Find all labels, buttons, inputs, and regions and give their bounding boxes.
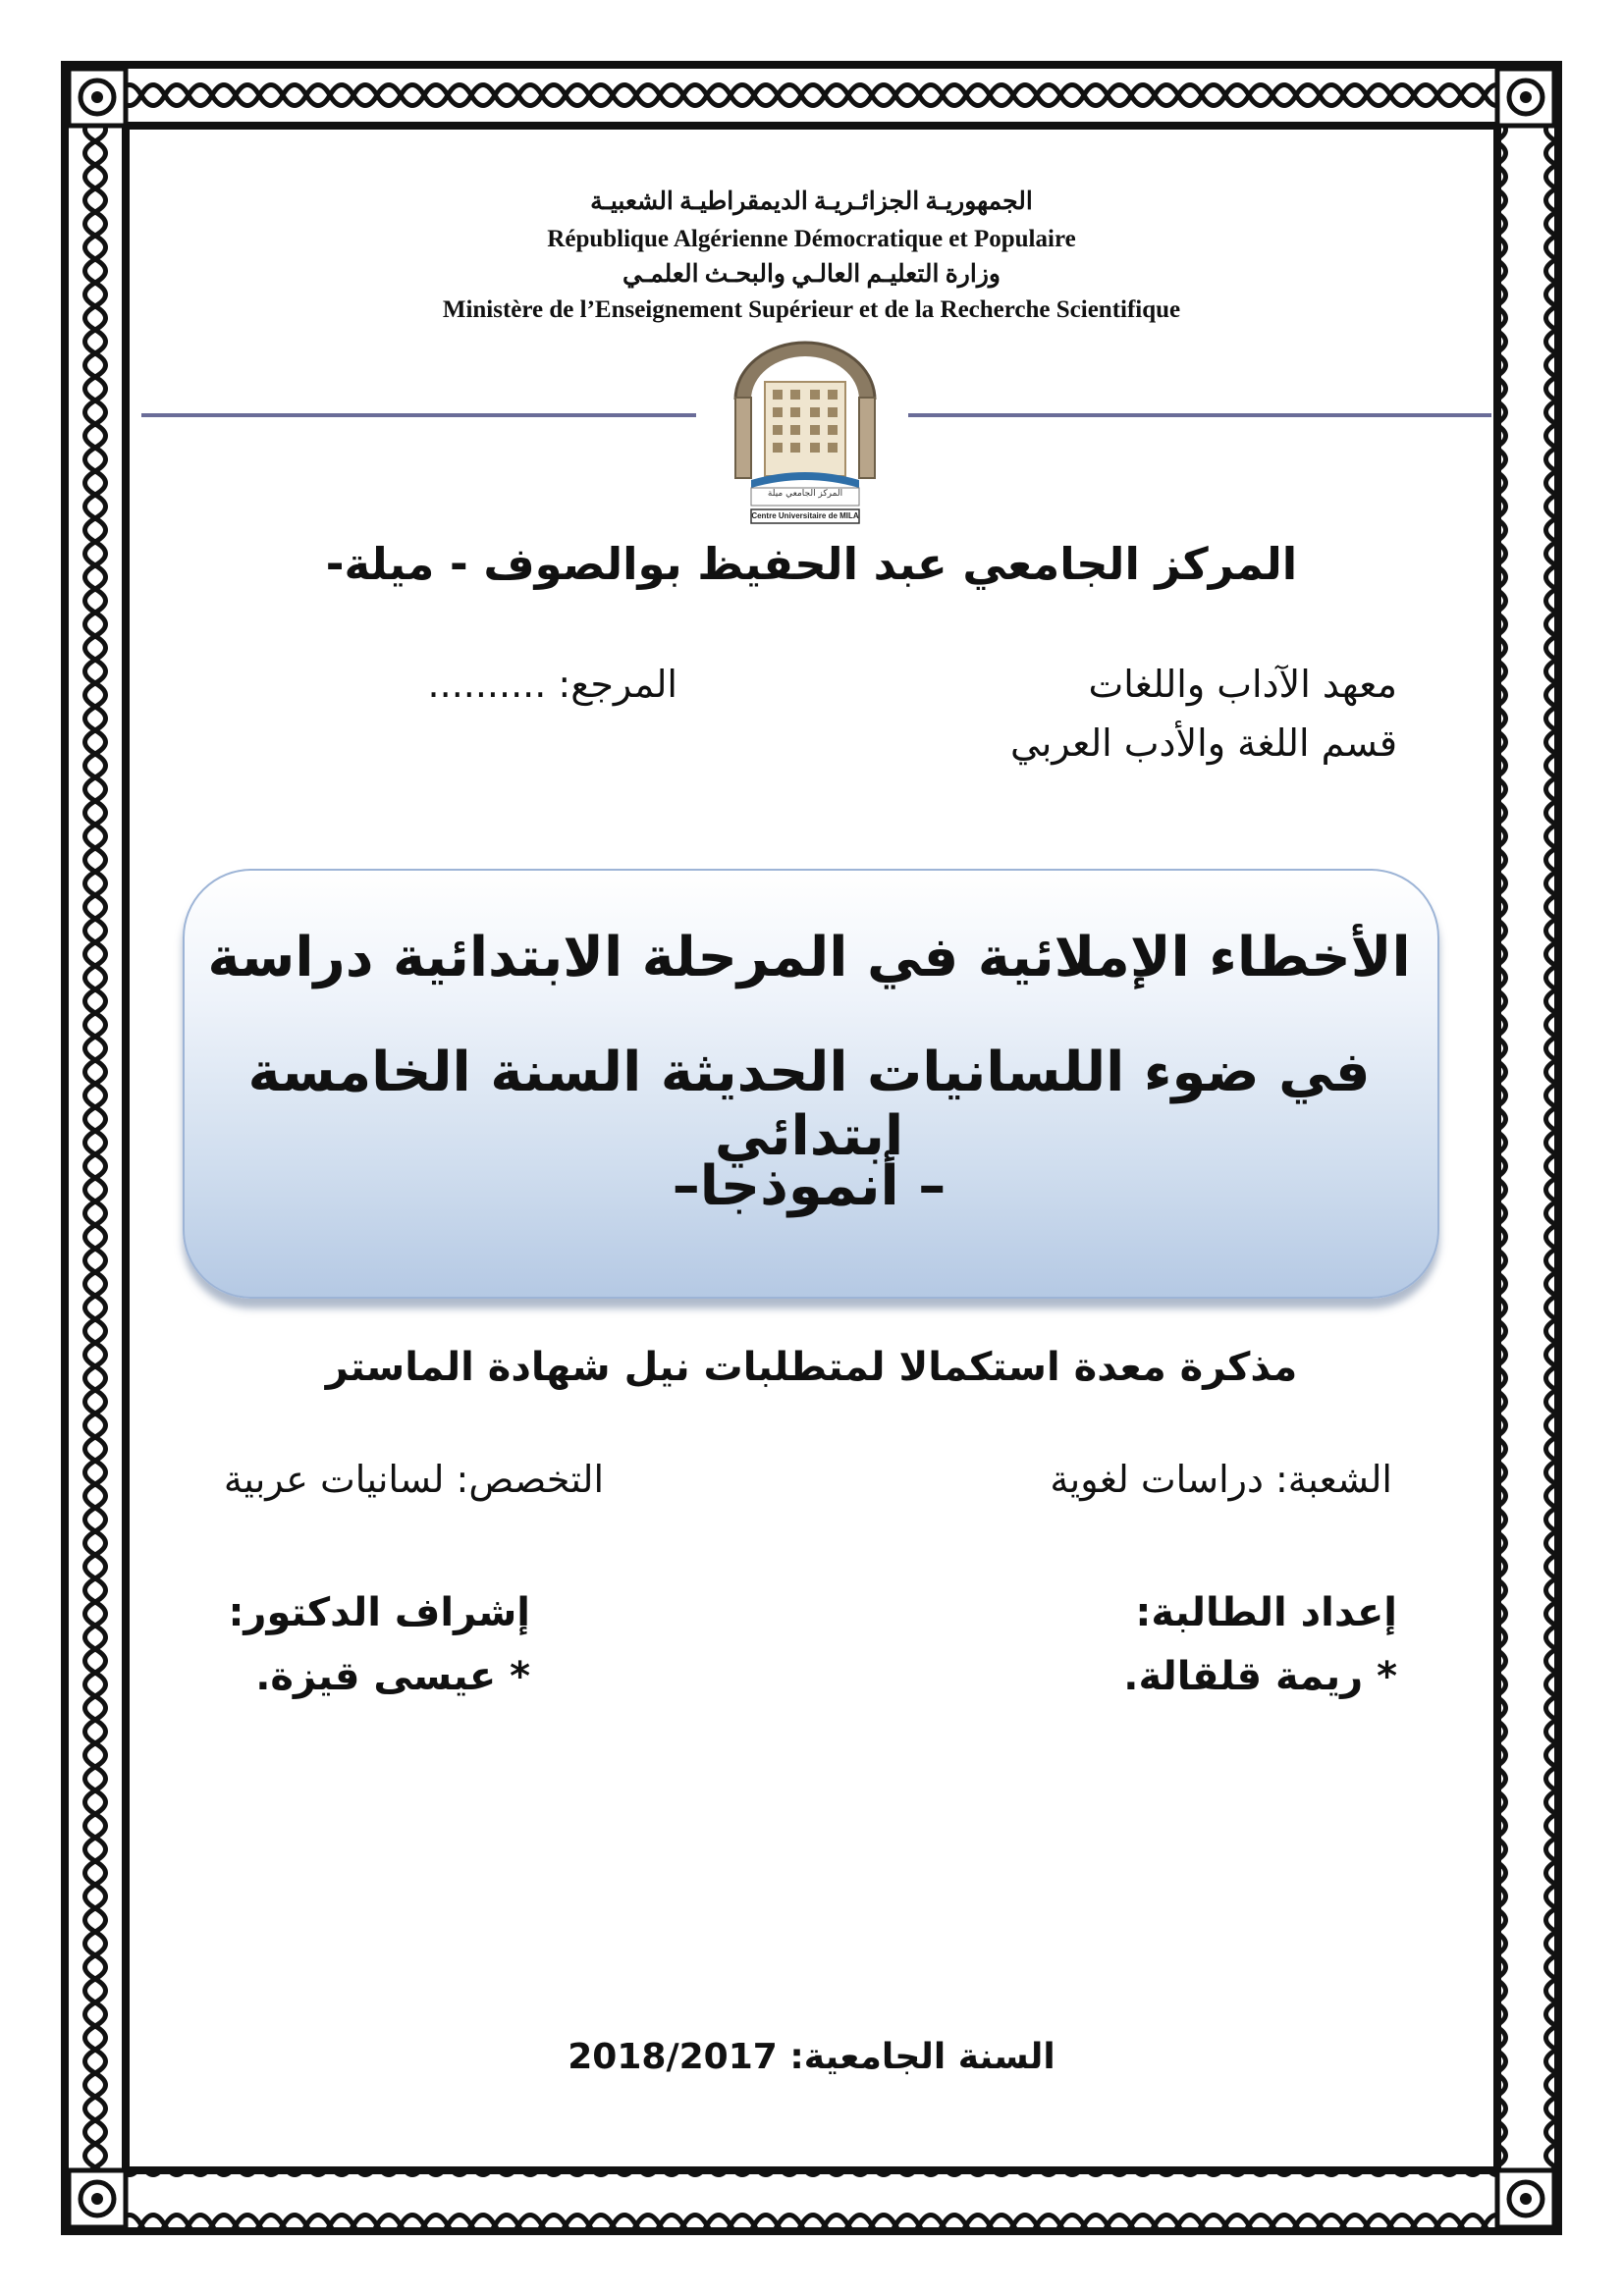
header-rule-right xyxy=(908,413,1491,417)
student-name: * ريمة قلقالة. xyxy=(1123,1654,1397,1699)
memoire-statement: مذكرة معدة استكمالا لمتطلبات نيل شهادة الماستر xyxy=(325,1345,1298,1390)
thesis-title-line-2: في ضوء اللسانيات الحديثة السنة الخامسة ابتدائي xyxy=(247,1041,1371,1168)
institute-name: معهد الآداب واللغات xyxy=(1088,663,1397,706)
republic-ar: الجمهوريـة الجزائـريـة الديمقراطيـة الشعبيـة xyxy=(590,188,1033,215)
logo-building-icon xyxy=(722,341,889,529)
ministry-ar: وزارة التعليـم العالـي والبحـث العلمـي xyxy=(622,261,1001,288)
logo-arabic-text: المركز الجامعي ميلة xyxy=(767,489,843,499)
thesis-title-line-1: الأخطاء الإملائية في المرحلة الابتدائية دراسة xyxy=(207,926,1411,989)
department-name: قسم اللغة والأدب العربي xyxy=(1010,721,1397,765)
academic-year: السنة الجامعية: 2018/2017 xyxy=(568,2037,1055,2077)
header-rule-left xyxy=(141,413,696,417)
reference-field: المرجع: .......... xyxy=(427,663,677,706)
specialty-field: التخصص: لسانيات عربية xyxy=(223,1458,604,1501)
supervisor-label: إشراف الدكتور: xyxy=(228,1590,530,1635)
supervisor-name: * عيسى قيزة. xyxy=(255,1654,530,1699)
thesis-title-line-3: – أنموذجا– xyxy=(672,1154,947,1218)
republic-fr: République Algérienne Démocratique et Populaire xyxy=(547,226,1076,252)
university-name: المركز الجامعي عبد الحفيظ بوالصوف - ميلة- xyxy=(325,538,1298,590)
student-label: إعداد الطالبة: xyxy=(1135,1590,1397,1635)
university-logo xyxy=(722,341,889,529)
ministry-fr: Ministère de l’Enseignement Supérieur et de la Recherche Scientifique xyxy=(442,296,1181,323)
logo-french-text: Centre Universitaire de MILA xyxy=(751,511,859,520)
branch-field: الشعبة: دراسات لغوية xyxy=(1050,1458,1392,1501)
